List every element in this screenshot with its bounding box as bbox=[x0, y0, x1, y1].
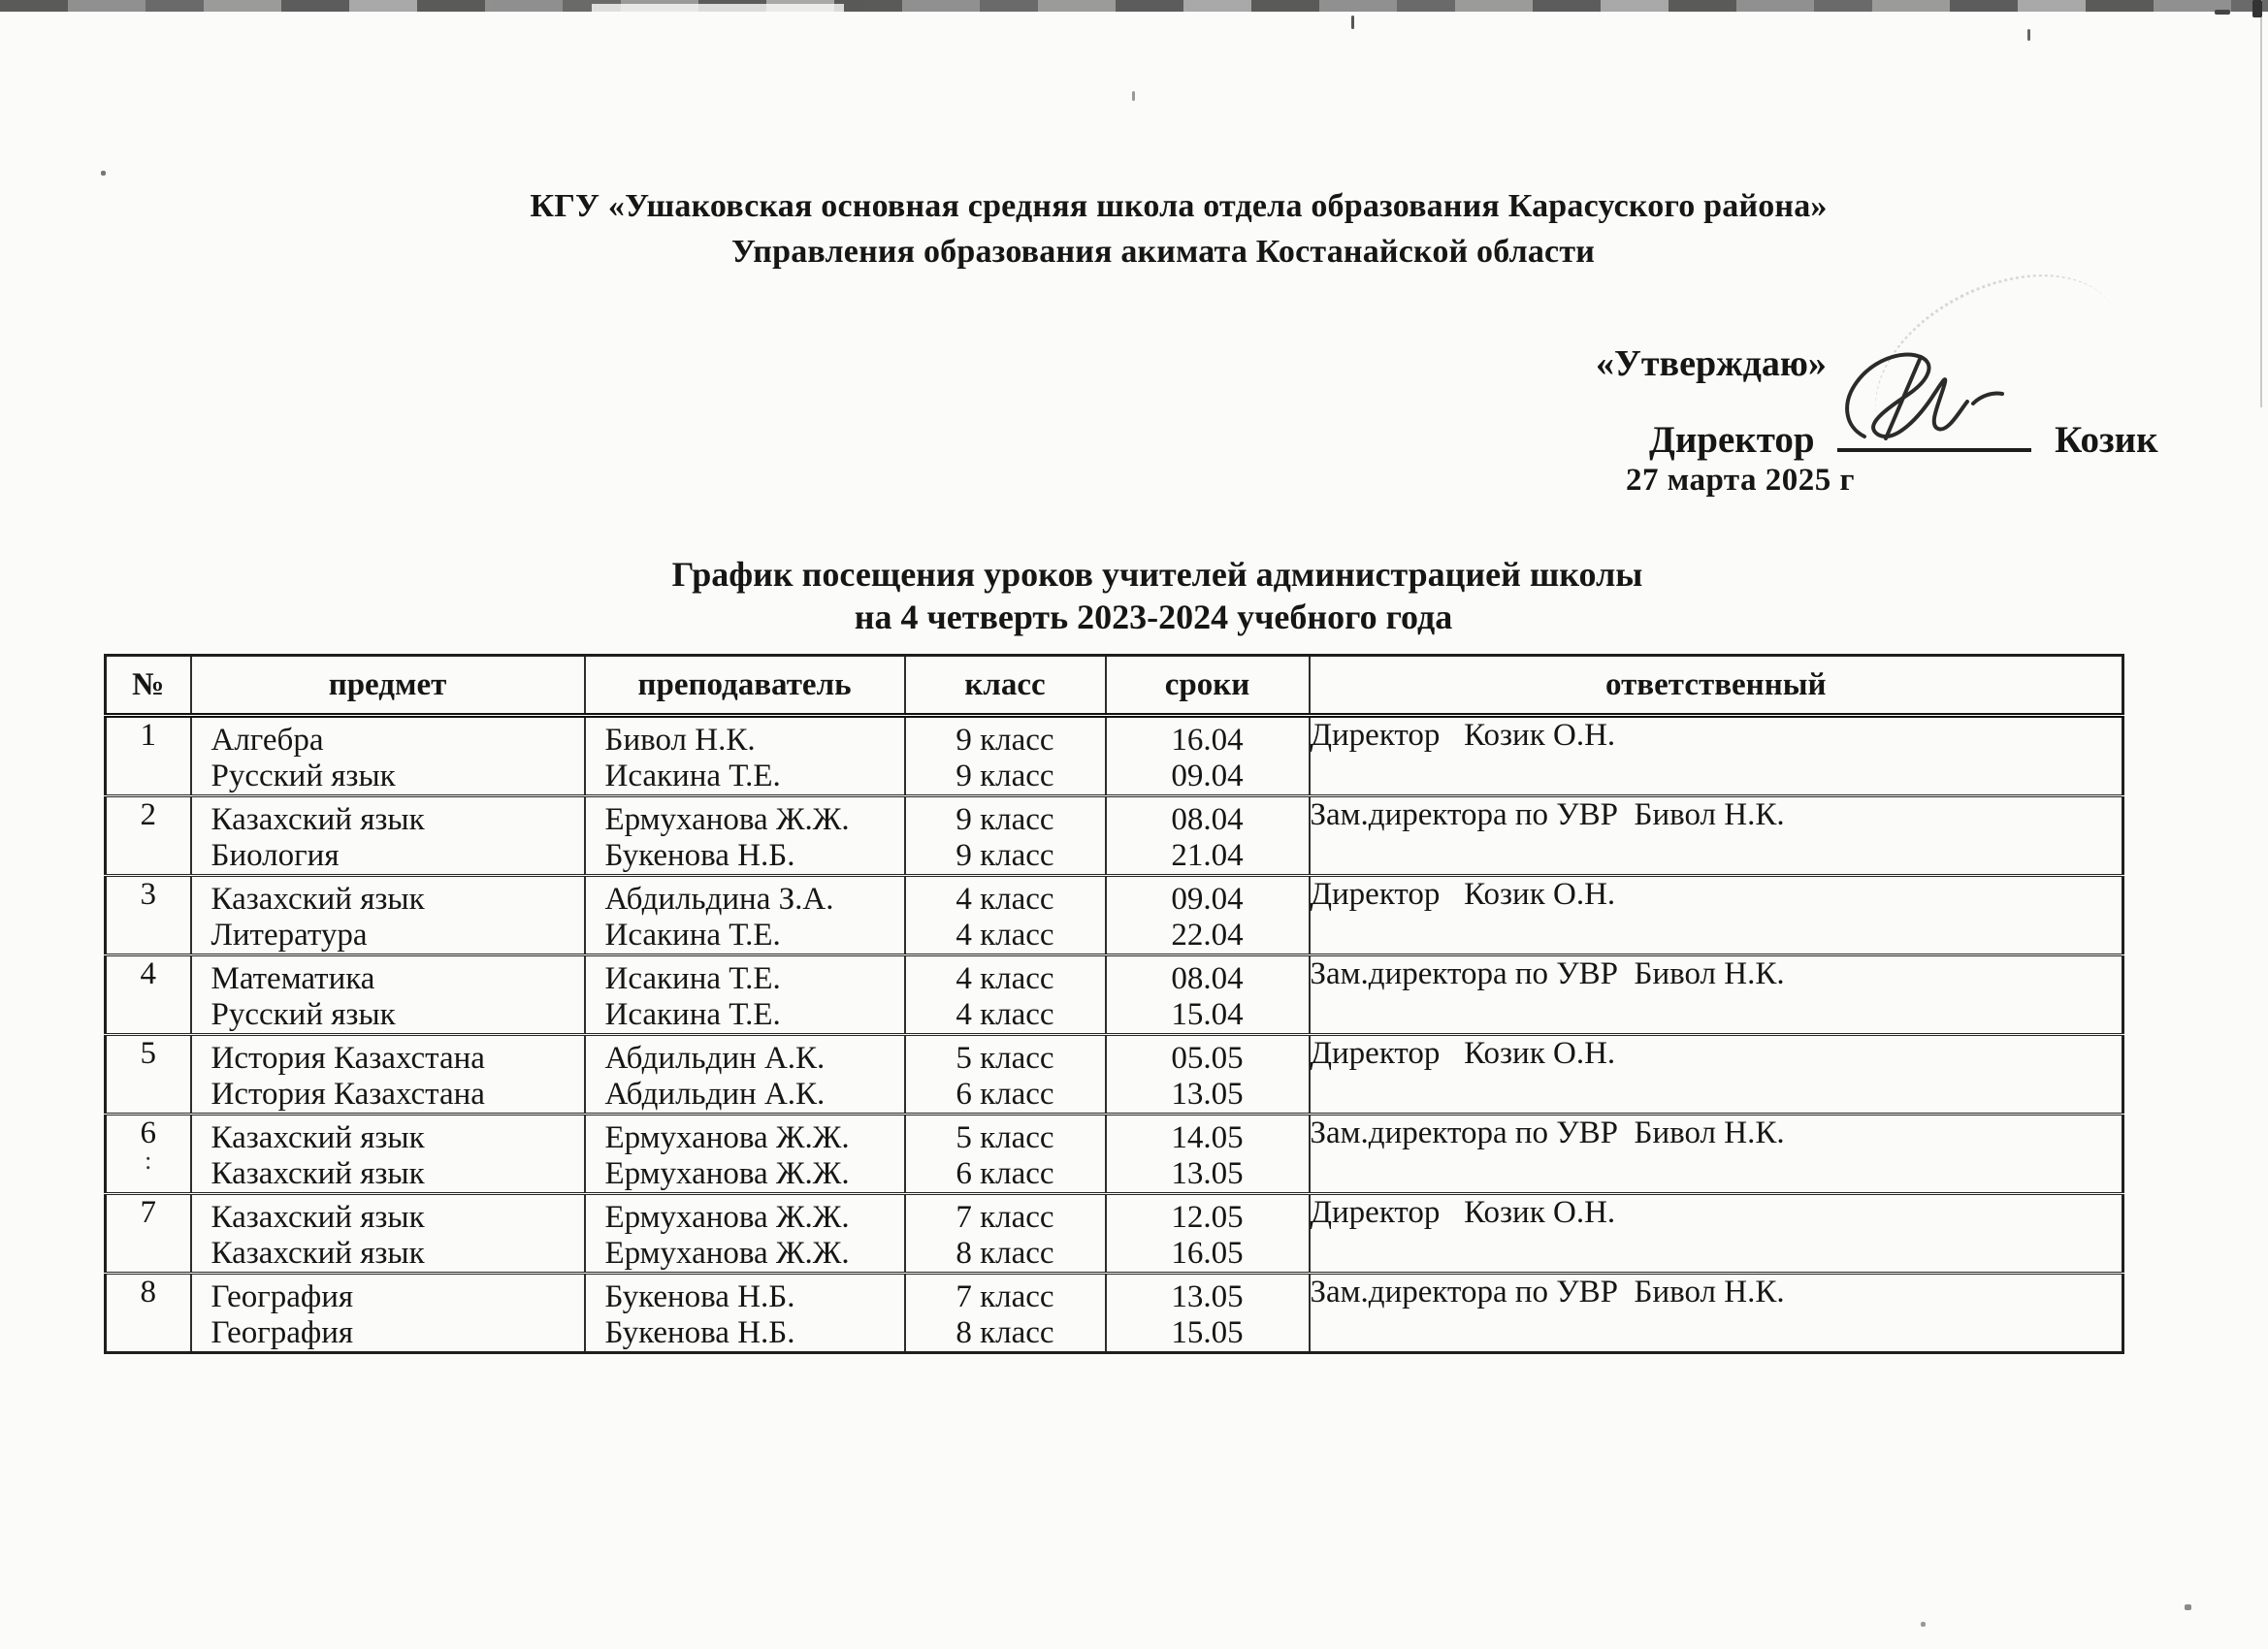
cell-subject: Казахский язык Биология bbox=[191, 796, 585, 876]
cell-num: 1 bbox=[106, 716, 191, 796]
cell-responsible: Директор Козик О.Н. bbox=[1310, 1035, 2123, 1115]
col-header-responsible: ответственный bbox=[1310, 656, 2123, 716]
approval-date: 27 марта 2025 г bbox=[1626, 463, 1856, 498]
cell-responsible: Директор Козик О.Н. bbox=[1310, 876, 2123, 955]
cell-subject: Казахский язык Литература bbox=[191, 876, 585, 955]
scan-speck bbox=[2215, 10, 2230, 15]
approval-director-line bbox=[1649, 404, 2158, 462]
cell-teacher: Абдильдина З.А. Исакина Т.Е. bbox=[585, 876, 905, 955]
cell-grade: 5 класс 6 класс bbox=[905, 1035, 1106, 1115]
cell-grade: 4 класс 4 класс bbox=[905, 876, 1106, 955]
cell-num: 3 bbox=[106, 876, 191, 955]
cell-grade: 4 класс 4 класс bbox=[905, 955, 1106, 1035]
org-name-line2: Управления образования акимата Костанайской области bbox=[730, 234, 1596, 270]
table-header-row bbox=[106, 656, 2123, 716]
cell-subject: История Казахстана История Казахстана bbox=[191, 1035, 585, 1115]
cell-dates: 09.04 22.04 bbox=[1106, 876, 1310, 955]
director-role-label: Директор bbox=[1649, 419, 1815, 461]
cell-responsible: Зам.директора по УВР Бивол Н.К. bbox=[1310, 955, 2123, 1035]
scan-speck bbox=[2252, 0, 2262, 17]
cell-teacher: Ермуханова Ж.Ж. Ермуханова Ж.Ж. bbox=[585, 1115, 905, 1194]
col-header-dates: сроки bbox=[1106, 656, 1310, 716]
cell-grade: 5 класс 6 класс bbox=[905, 1115, 1106, 1194]
cell-num: 8 bbox=[106, 1274, 191, 1353]
document-title-line1: График посещения уроков учителей администрацией школы bbox=[671, 555, 1643, 594]
cell-responsible: Зам.директора по УВР Бивол Н.К. bbox=[1310, 1274, 2123, 1353]
table-row bbox=[106, 1035, 2123, 1115]
cell-num: 2 bbox=[106, 796, 191, 876]
cell-dates: 13.05 15.05 bbox=[1106, 1274, 1310, 1353]
cell-teacher: Букенова Н.Б. Букенова Н.Б. bbox=[585, 1274, 905, 1353]
cell-grade: 7 класс 8 класс bbox=[905, 1194, 1106, 1274]
scan-speck bbox=[101, 171, 106, 176]
cell-subject: Казахский язык Казахский язык bbox=[191, 1115, 585, 1194]
cell-dates: 08.04 15.04 bbox=[1106, 955, 1310, 1035]
scan-speck bbox=[2027, 29, 2030, 41]
table-row bbox=[106, 955, 2123, 1035]
table-row bbox=[106, 1194, 2123, 1274]
cell-subject: Алгебра Русский язык bbox=[191, 716, 585, 796]
cell-dates: 16.04 09.04 bbox=[1106, 716, 1310, 796]
cell-grade: 9 класс 9 класс bbox=[905, 796, 1106, 876]
cell-teacher: Абдильдин А.К. Абдильдин А.К. bbox=[585, 1035, 905, 1115]
cell-responsible: Директор Козик О.Н. bbox=[1310, 1194, 2123, 1274]
cell-grade: 7 класс 8 класс bbox=[905, 1274, 1106, 1353]
cell-subject: География География bbox=[191, 1274, 585, 1353]
scan-artifact-colon: : bbox=[145, 1147, 152, 1175]
col-header-num: № bbox=[106, 656, 191, 716]
director-signature bbox=[1828, 343, 2051, 460]
scan-speck bbox=[1351, 16, 1354, 29]
cell-num: 7 bbox=[106, 1194, 191, 1274]
cell-teacher: Ермуханова Ж.Ж. Ермуханова Ж.Ж. bbox=[585, 1194, 905, 1274]
cell-dates: 08.04 21.04 bbox=[1106, 796, 1310, 876]
table-row bbox=[106, 1115, 2123, 1194]
table-row bbox=[106, 876, 2123, 955]
col-header-grade: класс bbox=[905, 656, 1106, 716]
table-row bbox=[106, 796, 2123, 876]
cell-teacher: Ермуханова Ж.Ж. Букенова Н.Б. bbox=[585, 796, 905, 876]
org-name-line1: КГУ «Ушаковская основная средняя школа отдела образования Карасуского района» bbox=[530, 188, 1828, 224]
cell-dates: 12.05 16.05 bbox=[1106, 1194, 1310, 1274]
cell-num: 6 : bbox=[106, 1115, 191, 1194]
table-row bbox=[106, 716, 2123, 796]
col-header-subject: предмет bbox=[191, 656, 585, 716]
scanner-edge-band bbox=[0, 0, 2268, 12]
cell-num: 4 bbox=[106, 955, 191, 1035]
scan-speck bbox=[1921, 1622, 1926, 1627]
cell-grade: 9 класс 9 класс bbox=[905, 716, 1106, 796]
cell-subject: Казахский язык Казахский язык bbox=[191, 1194, 585, 1274]
schedule-table bbox=[104, 654, 2124, 1354]
cell-dates: 14.05 13.05 bbox=[1106, 1115, 1310, 1194]
document-title-line2: на 4 четверть 2023-2024 учебного года bbox=[854, 598, 1453, 636]
col-header-teacher: преподаватель bbox=[585, 656, 905, 716]
cell-responsible: Зам.директора по УВР Бивол Н.К. bbox=[1310, 796, 2123, 876]
scan-speck bbox=[2185, 1604, 2191, 1610]
cell-teacher: Бивол Н.К. Исакина Т.Е. bbox=[585, 716, 905, 796]
cell-responsible: Зам.директора по УВР Бивол Н.К. bbox=[1310, 1115, 2123, 1194]
table-row bbox=[106, 1274, 2123, 1353]
director-name: Козик bbox=[2055, 419, 2158, 461]
cell-dates: 05.05 13.05 bbox=[1106, 1035, 1310, 1115]
cell-subject: Математика Русский язык bbox=[191, 955, 585, 1035]
cell-teacher: Исакина Т.Е. Исакина Т.Е. bbox=[585, 955, 905, 1035]
cell-responsible: Директор Козик О.Н. bbox=[1310, 716, 2123, 796]
scan-speck bbox=[1132, 91, 1135, 101]
approval-label: «Утверждаю» bbox=[1596, 343, 1827, 384]
signature-line bbox=[1837, 404, 2031, 452]
cell-num: 5 bbox=[106, 1035, 191, 1115]
